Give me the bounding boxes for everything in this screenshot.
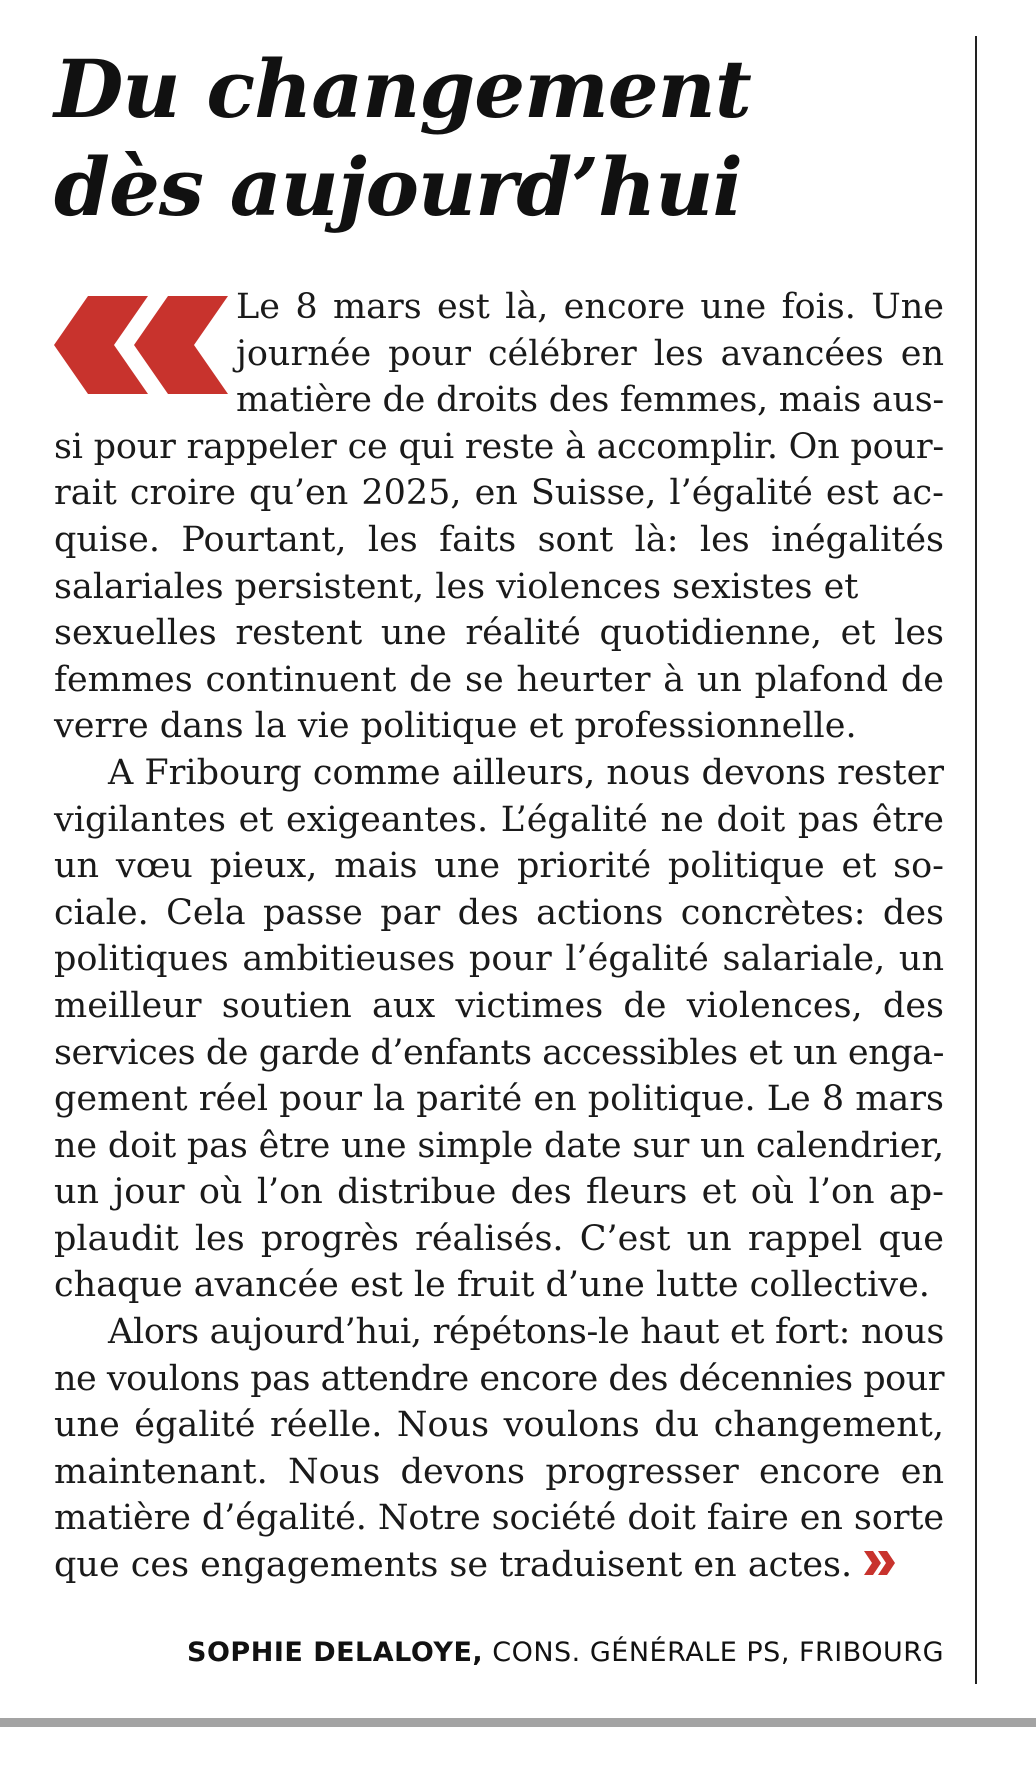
body-line: maintenant. Nous devons progresser encore en	[54, 1451, 944, 1492]
body-line: rait croire qu’en 2025, en Suisse, l’égalité est ac-	[54, 473, 944, 514]
body-line: chaque avancée est le fruit d’une lutte collective.	[54, 1265, 930, 1306]
paragraph-2	[54, 750, 944, 1309]
body-line: journée pour célébrer les avancées en	[236, 333, 944, 374]
body-line: une égalité réelle. Nous voulons du changement,	[54, 1405, 944, 1446]
author-name: SOPHIE DELALOYE,	[187, 1637, 484, 1668]
article-body	[54, 284, 944, 1589]
body-line: politiques ambitieuses pour l’égalité salariale, un	[54, 939, 944, 980]
author-role: CONS. GÉNÉRALE PS, FRIBOURG	[483, 1637, 944, 1668]
body-line: un vœu pieux, mais une priorité politique et so-	[54, 846, 944, 887]
body-line: quise. Pourtant, les faits sont là: les inégalités	[54, 519, 944, 560]
article-headline	[54, 40, 914, 236]
double-chevron-right-quote-icon	[864, 1551, 898, 1575]
body-line: ne doit pas être une simple date sur un calendrier,	[54, 1125, 944, 1166]
bottom-divider	[0, 1718, 1036, 1727]
body-line: Le 8 mars est là, encore une fois. Une	[236, 287, 944, 327]
body-line: femmes continuent de se heurter à un plafond de	[54, 659, 944, 700]
chevron-close-1	[864, 1551, 881, 1575]
body-line: plaudit les progrès réalisés. C’est un rappel que	[54, 1218, 944, 1259]
body-line: matière de droits des femmes, mais aus-	[236, 380, 944, 421]
author-signature	[187, 1636, 944, 1670]
paragraph-1	[54, 284, 944, 750]
body-line: sexuelles restent une réalité quotidienne, et les	[54, 613, 944, 654]
body-line: A Fribourg comme ailleurs, nous devons rester	[108, 752, 945, 793]
body-line: un jour où l’on distribue des fleurs et où l’on ap-	[54, 1172, 944, 1213]
body-line: ciale. Cela passe par des actions concrètes: des	[54, 892, 944, 933]
body-line: services de garde d’enfants accessibles et un enga-	[54, 1032, 944, 1073]
body-line: verre dans la vie politique et professionnelle.	[54, 706, 857, 747]
body-line: gement réel pour la parité en politique. Le 8 mars	[54, 1079, 944, 1120]
body-line: Alors aujourd’hui, répétons-le haut et fort: nous	[108, 1312, 944, 1353]
body-line: salariales persistent, les violences sexistes et	[54, 566, 859, 607]
body-line: vigilantes et exigeantes. L’égalité ne doit pas être	[54, 799, 944, 840]
headline-line-2: dès aujourd’hui	[54, 140, 742, 234]
column-divider	[975, 36, 977, 1684]
body-line: matière d’égalité. Notre société doit faire en sorte	[54, 1498, 944, 1539]
body-last-line	[54, 1542, 944, 1589]
body-line: que ces engagements se traduisent en actes.	[54, 1545, 853, 1586]
body-line: si pour rappeler ce qui reste à accomplir. On pour-	[54, 426, 944, 467]
headline-line-1: Du changement	[54, 42, 751, 136]
body-line: ne voulons pas attendre encore des décennies pour	[54, 1358, 944, 1399]
paragraph-3	[54, 1309, 944, 1589]
body-line: meilleur soutien aux victimes de violences, des	[54, 985, 944, 1026]
